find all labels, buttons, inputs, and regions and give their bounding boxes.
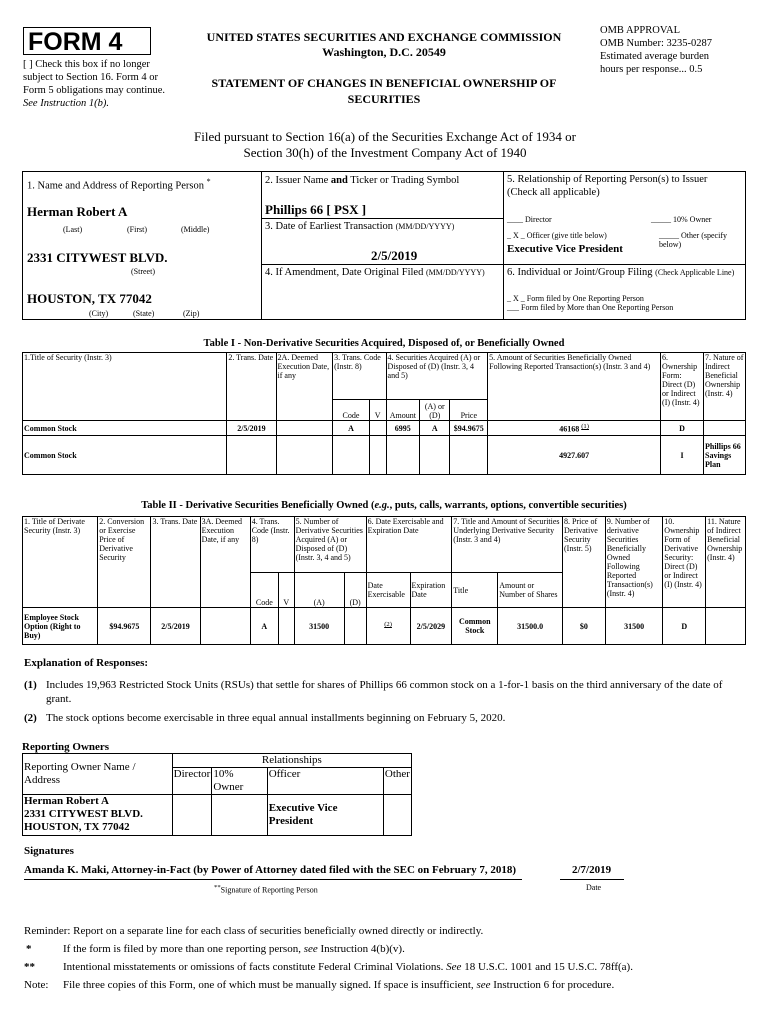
t2-sub-title: Title xyxy=(452,573,498,608)
statement-title: STATEMENT OF CHANGES IN BENEFICIAL OWNERSHIP OF SECURITIES xyxy=(211,76,557,106)
footer-note-label: Note: xyxy=(24,979,49,991)
t1-h-date: 2. Trans. Date xyxy=(227,353,276,421)
table1 xyxy=(22,352,746,475)
t2-h-price: 8. Price of Derivative Security (Instr. 5) xyxy=(563,517,606,608)
t1-h-title: 1.Title of Security (Instr. 3) xyxy=(23,353,227,421)
street-label: (Street) xyxy=(131,267,155,276)
ten-percent-option: _____ 10% Owner xyxy=(651,215,712,224)
t2-sub-a: (A) xyxy=(294,573,344,608)
t2-h-date: 3. Trans. Date xyxy=(151,517,200,608)
t2-h-owned: 9. Number of derivative Securities Beneficially Owned Following Reported Transaction(s) (Instr. 4) xyxy=(605,517,662,608)
t2-h-number: 5. Number of Derivative Securities Acquired (A) or Disposed of (D) (Instr. 3, 4 and 5) xyxy=(294,517,366,573)
zip-label: (Zip) xyxy=(183,309,200,318)
omb-number: OMB Number: 3235-0287 xyxy=(600,38,712,49)
other-option: _____ Other (specify below) xyxy=(659,231,727,249)
city-label: (City) xyxy=(89,309,109,318)
explanation-1: (1) Includes 19,963 Restricted Stock Units (RSUs) that settle for shares of Phillips 66 common stock on a 1-for-1 basis on the third anniversary of the date of grant. xyxy=(24,679,723,705)
footnote-1-link[interactable]: (1) xyxy=(581,423,589,431)
omb-title: OMB APPROVAL xyxy=(600,25,681,36)
one-person-option: _ X _ Form filed by One Reporting Person xyxy=(507,294,644,303)
reporting-info-box xyxy=(22,171,746,320)
table-row: Employee Stock Option (Right to Buy) $94.9675 2/5/2019 A 31500 $^{(2)}$ 2/5/2029 Common Stock 31500.0 $0 31500 D xyxy=(23,608,746,645)
footer-note-1: If the form is filed by more than one reporting person, see Instruction 4(b)(v). xyxy=(63,943,405,955)
table2-title: Table II - Derivative Securities Beneficially Owned (e.g., puts, calls, warrants, options, convertible securities) xyxy=(141,500,627,511)
group-filing-label: 6. Individual or Joint/Group Filing (Check Applicable Line) xyxy=(507,267,735,278)
owners-title: Reporting Owners xyxy=(22,741,110,753)
city-state-zip: HOUSTON, TX 77042 xyxy=(27,291,152,306)
signature-label: **Signature of Reporting Person xyxy=(214,884,318,895)
officer-title: Executive Vice President xyxy=(507,243,623,255)
t2-sub-d: (D) xyxy=(344,573,366,608)
state-label: (State) xyxy=(133,309,155,318)
signatures-title: Signatures xyxy=(24,845,74,857)
t2-h-underlying: 7. Title and Amount of Securities Underlying Derivative Security (Instr. 3 and 4) xyxy=(452,517,563,573)
reminder: Reminder: Report on a separate line for each class of securities beneficially owned directly or indirectly. xyxy=(24,925,484,937)
reporting-person-name: Herman Robert A xyxy=(27,204,128,219)
t1-h-securities: 4. Securities Acquired (A) or Disposed of (D) (Instr. 3, 4 and 5) xyxy=(386,353,488,400)
filed-pursuant: Filed pursuant to Section 16(a) of the Securities Exchange Act of 1934 or Section 30(h) of the Investment Company Act of 1940 xyxy=(194,129,576,160)
owners-col-relationships: Relationships xyxy=(172,754,411,768)
table2 xyxy=(22,516,746,645)
t2-h-exercisable: 6. Date Exercisable and Expiration Date xyxy=(366,517,452,573)
owners-col-other: Other xyxy=(383,768,411,795)
earliest-transaction-label: 3. Date of Earliest Transaction (MM/DD/YYYY) xyxy=(265,221,455,232)
t1-h-nature: 7. Nature of Indirect Beneficial Ownership (Instr. 4) xyxy=(704,353,746,421)
t2-h-deemed: 3A. Deemed Execution Date, if any xyxy=(200,517,250,608)
t2-h-code: 4. Trans. Code (Instr. 8) xyxy=(250,517,294,573)
street-address: 2331 CITYWEST BLVD. xyxy=(27,250,168,265)
t2-sub-amount: Amount or Number of Shares xyxy=(498,573,563,608)
owners-col-officer: Officer xyxy=(267,768,383,795)
signer-name: Amanda K. Maki, Attorney-in-Fact (by Power of Attorney dated filed with the SEC on February 7, 2018) xyxy=(24,864,517,876)
agency-location: Washington, D.C. 20549 xyxy=(322,45,446,59)
director-option: ____ Director xyxy=(507,215,552,224)
owners-col-ten-percent: 10% Owner xyxy=(212,768,267,795)
more-persons-option: ___ Form filed by More than One Reporting Person xyxy=(507,303,674,312)
t1-sub-aord: (A) or (D) xyxy=(420,400,450,421)
t2-h-conversion: 2. Conversion or Exercise Price of Derivative Security xyxy=(98,517,151,608)
form-title-box xyxy=(23,27,151,55)
signature-date: 2/7/2019 xyxy=(572,864,612,876)
t1-sub-price: Price xyxy=(450,400,488,421)
first-label: (First) xyxy=(127,225,147,234)
earliest-transaction-date: 2/5/2019 xyxy=(371,248,418,263)
t1-sub-code: Code xyxy=(333,400,370,421)
omb-approval xyxy=(600,24,770,76)
explanation-title: Explanation of Responses: xyxy=(24,657,149,669)
footer-note-3: File three copies of this Form, one of which must be manually signed. If space is insufficient, see Instruction 6 for procedure. xyxy=(63,979,615,991)
t2-sub-expiration: Expiration Date xyxy=(410,573,452,608)
omb-burden: Estimated average burden xyxy=(600,51,710,62)
table-row: Common Stock 4927.607 I Phillips 66 Savings Plan xyxy=(23,436,746,475)
table-row: Herman Robert A 2331 CITYWEST BLVD. HOUSTON, TX 77042 Executive Vice President xyxy=(23,795,412,836)
issuer-label: 2. Issuer Name and Ticker or Trading Symbol xyxy=(265,175,460,186)
t1-h-deemed: 2A. Deemed Execution Date, if any xyxy=(276,353,333,421)
t2-sub-v: V xyxy=(278,573,294,608)
t2-h-title: 1. Title of Derivate Security (Instr. 3) xyxy=(23,517,98,608)
table1-title: Table I - Non-Derivative Securities Acquired, Disposed of, or Beneficially Owned xyxy=(203,338,565,349)
officer-option: _ X _ Officer (give title below) xyxy=(507,231,607,240)
t2-sub-exercisable: Date Exercisable xyxy=(366,573,410,608)
owners-col-director: Director xyxy=(172,768,212,795)
footnote-2-link[interactable]: (2) xyxy=(384,621,392,629)
t1-h-code: 3. Trans. Code (Instr. 8) xyxy=(333,353,386,400)
t2-sub-code: Code xyxy=(250,573,278,608)
middle-label: (Middle) xyxy=(181,225,210,234)
t2-h-form: 10. Ownership Form of Derivative Security: Direct (D) or Indirect (I) (Instr. 4) xyxy=(663,517,706,608)
t1-sub-v: V xyxy=(369,400,386,421)
footer-double-star: ** xyxy=(24,961,35,973)
t2-h-nature: 11. Nature of Indirect Beneficial Ownership (Instr. 4) xyxy=(706,517,746,608)
form-title: FORM 4 xyxy=(28,28,123,56)
agency-title: UNITED STATES SECURITIES AND EXCHANGE COMMISSION xyxy=(206,30,562,44)
reporting-person-label: 1. Name and Address of Reporting Person * xyxy=(27,177,211,192)
footer-star: * xyxy=(26,943,32,955)
t1-h-owned: 5. Amount of Securities Beneficially Owned Following Reported Transaction(s) (Instr. 3 and 4) xyxy=(488,353,661,421)
table-row: Common Stock 2/5/2019 A 6995 A $94.9675 46168 $^{(1)}$ D xyxy=(23,421,746,436)
owners-table xyxy=(22,753,412,836)
t1-sub-amount: Amount xyxy=(386,400,420,421)
amendment-label: 4. If Amendment, Date Original Filed (MM/DD/YYYY) xyxy=(265,267,485,278)
footer-note-2: Intentional misstatements or omissions of facts constitute Federal Criminal Violations. See 18 U.S.C. 1001 and 15 U.S.C. 78ff(a). xyxy=(63,961,633,973)
last-label: (Last) xyxy=(63,225,83,234)
omb-hours: hours per response... 0.5 xyxy=(600,64,703,75)
owners-col-name: Reporting Owner Name / Address xyxy=(23,754,173,795)
explanation-2: (2) The stock options become exercisable in three equal annual installments beginning on February 5, 2020. xyxy=(24,712,506,724)
t1-h-form: 6. Ownership Form: Direct (D) or Indirect (I) (Instr. 4) xyxy=(661,353,704,421)
relationship-label: 5. Relationship of Reporting Person(s) to Issuer (Check all applicable) xyxy=(507,174,708,198)
date-label: Date xyxy=(586,883,602,892)
issuer-name: Phillips 66 [ PSX ] xyxy=(265,202,367,217)
check-box-text: [ ] Check this box if no longer subject to Section 16. Form 4 or Form 5 obligations may continue. See Instruction 1(b). xyxy=(23,59,166,109)
